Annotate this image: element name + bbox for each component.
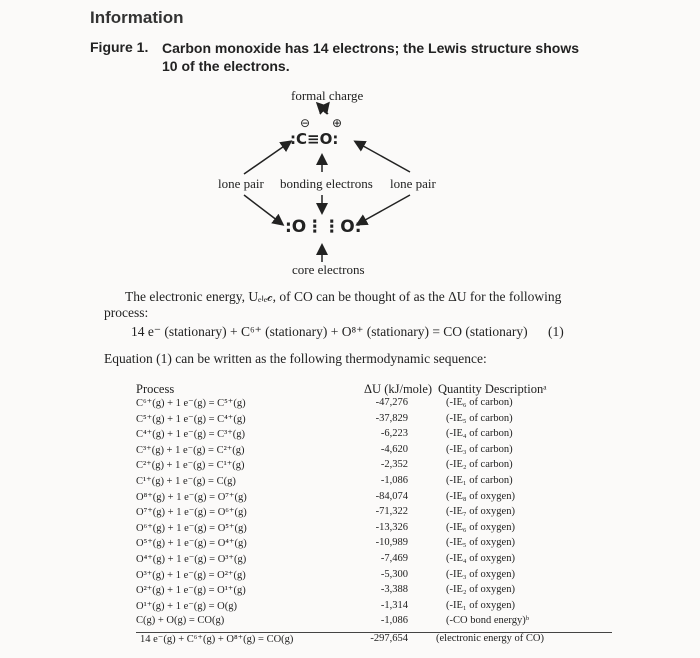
delta-u-cell: -297,654 (370, 633, 408, 644)
paragraph-1-line-1: The electronic energy, Uₑₗₑ𝒸, of CO can be thought of as the ΔU for the following (125, 289, 562, 304)
delta-u-cell: -4,620 (380, 443, 408, 455)
description-cell: (-CO bond energy)ᵇ (446, 615, 529, 627)
process-cell: C²⁺(g) + 1 e⁻(g) = C¹⁺(g) (136, 460, 245, 472)
formal-charge-label: formal charge (291, 88, 364, 103)
delta-u-cell: -6,223 (380, 428, 408, 440)
description-cell: (-IE₇ of oxygen) (446, 506, 515, 518)
description-cell: (-IE₆ of oxygen) (446, 521, 515, 533)
process-cell: C³⁺(g) + 1 e⁻(g) = C²⁺(g) (136, 444, 245, 456)
description-cell: (-IE₂ of carbon) (446, 459, 513, 471)
process-cell: O⁵⁺(g) + 1 e⁻(g) = O⁴⁺(g) (136, 538, 247, 550)
paragraph-2: Equation (1) can be written as the following thermodynamic sequence: (104, 351, 487, 366)
delta-u-cell: -1,086 (380, 615, 408, 627)
arrow-lone-pair-left-down (244, 195, 282, 224)
description-cell: (-IE₁ of oxygen) (446, 599, 515, 611)
arrow-lone-pair-left-up (244, 142, 290, 174)
delta-u-cell: -13,326 (375, 521, 408, 533)
equation-1-number: (1) (548, 324, 564, 339)
col-header-description: Quantity Descriptionᵃ (438, 382, 547, 396)
process-cell: O⁷⁺(g) + 1 e⁻(g) = O⁶⁺(g) (136, 507, 247, 519)
heading: Information (90, 8, 184, 27)
figure-caption: Carbon monoxide has 14 electrons; the Lewis structure shows 10 of the electrons. (162, 40, 579, 74)
delta-u-cell: -1,086 (380, 475, 408, 486)
delta-u-cell: -47,276 (375, 397, 408, 408)
process-cell: O⁸⁺(g) + 1 e⁻(g) = O⁷⁺(g) (136, 491, 247, 503)
delta-u-cell: -1,314 (380, 599, 408, 611)
plus-charge: ⊕ (332, 116, 343, 130)
equation-1: 14 e⁻ (stationary) + C⁶⁺ (stationary) + O⁸⁺ (stationary) = CO (stationary) (131, 324, 528, 339)
delta-u-cell: -10,989 (375, 537, 408, 549)
description-cell: (-IE₅ of oxygen) (446, 537, 515, 549)
description-cell: (-IE₅ of carbon) (446, 412, 513, 424)
description-cell: (-IE₄ of carbon) (446, 428, 513, 440)
lone-pair-right-label: lone pair (390, 176, 436, 191)
col-header-delta-u: ΔU (kJ/mole) (364, 382, 433, 396)
description-cell: (electronic energy of CO) (436, 633, 544, 644)
lone-pair-left-label: lone pair (218, 176, 264, 191)
core-electrons-label: core electrons (292, 262, 365, 277)
process-cell: 14 e⁻(g) + C⁶⁺(g) + O⁸⁺(g) = CO(g) (140, 634, 294, 645)
description-cell: (-IE₈ of oxygen) (446, 490, 515, 502)
description-cell: (-IE₁ of carbon) (446, 475, 513, 486)
description-cell: (-IE₃ of oxygen) (446, 568, 515, 580)
process-cell: O¹⁺(g) + 1 e⁻(g) = O(g) (136, 600, 238, 612)
minus-charge: ⊖ (300, 116, 311, 130)
process-cell: C⁴⁺(g) + 1 e⁻(g) = C³⁺(g) (136, 429, 246, 441)
diagram-arrows (0, 0, 700, 300)
process-cell: C(g) + O(g) = CO(g) (136, 615, 225, 627)
paragraph-1-line-2: process: (104, 305, 149, 320)
delta-u-cell: -71,322 (375, 506, 408, 518)
process-cell: O³⁺(g) + 1 e⁻(g) = O²⁺(g) (136, 569, 246, 581)
arrow-lone-pair-right-down (358, 195, 410, 224)
lewis-structure-top: :C≡O: (290, 130, 339, 148)
bonding-electrons-label: bonding electrons (280, 176, 373, 191)
lewis-structure-bottom: :O⋮⋮O: (285, 217, 362, 237)
description-cell: (-IE₄ of oxygen) (446, 553, 515, 564)
process-cell: O⁴⁺(g) + 1 e⁻(g) = O³⁺(g) (136, 554, 247, 565)
process-cell: C⁶⁺(g) + 1 e⁻(g) = C⁵⁺(g) (136, 398, 246, 409)
delta-u-cell: -5,300 (380, 568, 408, 580)
delta-u-cell: -3,388 (380, 584, 408, 596)
description-cell: (-IE₂ of oxygen) (446, 584, 515, 596)
arrow-lone-pair-right-up (356, 142, 410, 172)
description-cell: (-IE₆ of carbon) (446, 397, 513, 408)
delta-u-cell: -2,352 (380, 459, 408, 471)
process-cell: C¹⁺(g) + 1 e⁻(g) = C(g) (136, 476, 236, 487)
col-header-process: Process (136, 382, 175, 396)
figure-label: Figure 1. (90, 39, 149, 55)
process-cell: O²⁺(g) + 1 e⁻(g) = O¹⁺(g) (136, 585, 246, 597)
delta-u-cell: -37,829 (375, 412, 408, 424)
delta-u-cell: -7,469 (380, 553, 408, 564)
delta-u-cell: -84,074 (375, 490, 408, 502)
process-cell: O⁶⁺(g) + 1 e⁻(g) = O⁵⁺(g) (136, 522, 247, 534)
description-cell: (-IE₃ of carbon) (446, 443, 513, 455)
process-cell: C⁵⁺(g) + 1 e⁻(g) = C⁴⁺(g) (136, 413, 246, 425)
